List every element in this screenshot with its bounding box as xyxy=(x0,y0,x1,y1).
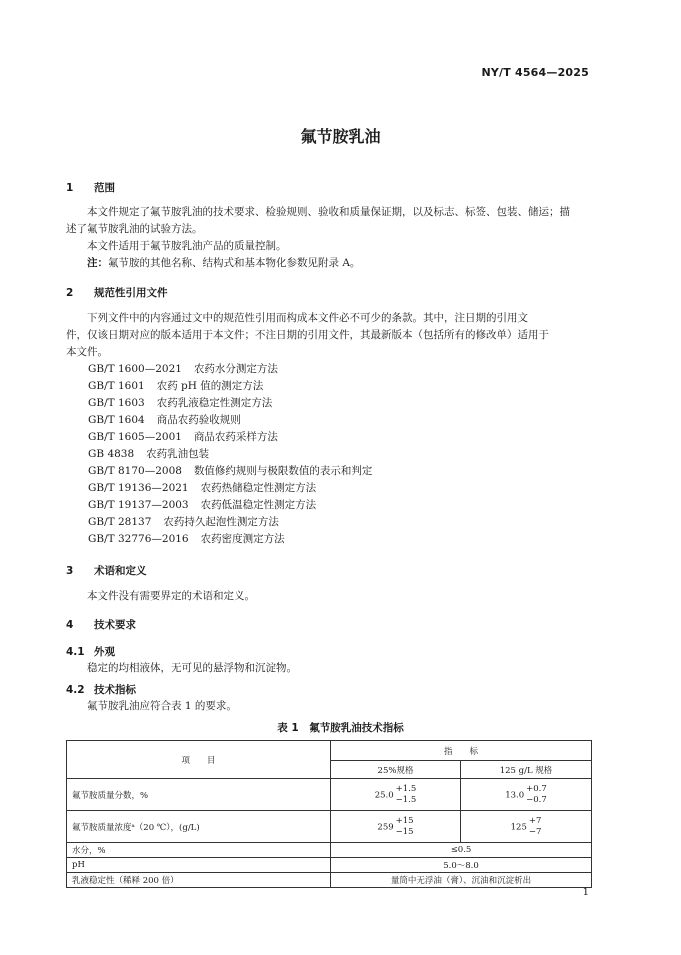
nominal-value: 259 xyxy=(377,822,394,832)
reference-name: 农药持久起泡性测定方法 xyxy=(163,516,279,528)
header-col-125gl: 125 g/L 规格 xyxy=(461,761,592,779)
reference-item xyxy=(88,446,209,463)
reference-name: 农药 pH 值的测定方法 xyxy=(156,380,264,392)
spec-table xyxy=(66,740,592,888)
subsection-title: 技术指标 xyxy=(94,684,136,696)
reference-item xyxy=(88,514,279,531)
table-row xyxy=(67,779,592,811)
section-3-heading xyxy=(66,563,147,578)
scope-note xyxy=(66,255,591,272)
reference-code: GB/T 1600—2021 xyxy=(88,363,182,375)
section-number: 1 xyxy=(66,182,74,194)
tolerance-up: +15 xyxy=(395,815,414,826)
section-number: 3 xyxy=(66,565,74,577)
reference-code: GB/T 1604 xyxy=(88,414,145,426)
tolerance-up: +0.7 xyxy=(526,783,547,794)
section-1-heading xyxy=(66,180,115,195)
standard-code: NY/T 4564—2025 xyxy=(481,66,589,79)
table-row xyxy=(67,811,592,843)
table-row xyxy=(67,873,592,888)
header-item: 项 目 xyxy=(67,741,331,779)
row-item: 氟节胺质量浓度ᵃ（20 ℃），(g/L) xyxy=(67,811,331,843)
refs-intro-line-2: 件，仅该日期对应的版本适用于本文件；不注日期的引用文件，其最新版本（包括所有的修改单）适用于 xyxy=(66,329,549,341)
note-text: 氟节胺的其他名称、结构式和基本物化参数见附录 A。 xyxy=(108,257,361,269)
reference-item xyxy=(88,378,263,395)
section-title: 规范性引用文件 xyxy=(94,287,168,299)
section-number: 2 xyxy=(66,287,74,299)
tolerance-down: −1.5 xyxy=(395,794,417,805)
reference-code: GB/T 1605—2001 xyxy=(88,431,182,443)
table-caption: 表 1 氟节胺乳油技术指标 xyxy=(277,722,404,734)
reference-item xyxy=(88,531,285,548)
row-value: 量筒中无浮油（膏）、沉油和沉淀析出 xyxy=(331,873,592,888)
subsection-number: 4.2 xyxy=(66,684,85,696)
section-title: 范围 xyxy=(94,182,115,194)
tolerance-up: +1.5 xyxy=(395,783,417,794)
tolerance-down: −15 xyxy=(395,826,414,837)
row-item: pH xyxy=(67,858,331,873)
reference-code: GB 4838 xyxy=(88,448,135,460)
subsection-4-2-heading xyxy=(66,682,136,697)
row-value: ≤0.5 xyxy=(331,843,592,858)
reference-code: GB/T 1603 xyxy=(88,397,145,409)
section-title: 术语和定义 xyxy=(94,565,147,577)
row-value xyxy=(331,811,461,843)
nominal-value: 125 xyxy=(510,822,527,832)
table-row xyxy=(67,843,592,858)
reference-name: 数值修约规则与极限数值的表示和判定 xyxy=(193,465,373,477)
reference-item xyxy=(88,429,278,446)
reference-item xyxy=(88,480,316,497)
row-value: 5.0～8.0 xyxy=(331,858,592,873)
reference-code: GB/T 1601 xyxy=(88,380,145,392)
subsection-4-1-heading xyxy=(66,644,115,659)
table-header-row xyxy=(67,741,592,761)
reference-item xyxy=(88,361,278,378)
nominal-value: 25.0 xyxy=(374,790,394,800)
row-item: 乳液稳定性（稀释 200 倍） xyxy=(67,873,331,888)
header-col-25pct: 25%规格 xyxy=(331,761,461,779)
scope-paragraph-2: 本文件适用于氟节胺乳油产品的质量控制。 xyxy=(87,240,287,252)
row-value xyxy=(331,779,461,811)
reference-code: GB/T 19136—2021 xyxy=(88,482,189,494)
reference-item xyxy=(88,395,272,412)
section-4-heading xyxy=(66,617,136,632)
reference-code: GB/T 19137—2003 xyxy=(88,499,189,511)
reference-code: GB/T 8170—2008 xyxy=(88,465,182,477)
tolerance-down: −7 xyxy=(528,826,542,837)
reference-name: 农药热储稳定性测定方法 xyxy=(200,482,317,494)
row-item: 水分，% xyxy=(67,843,331,858)
reference-name: 农药水分测定方法 xyxy=(193,363,278,375)
tolerance-up: +7 xyxy=(528,815,542,826)
reference-item xyxy=(88,497,316,514)
subsection-title: 外观 xyxy=(94,646,115,658)
tolerance-down: −0.7 xyxy=(526,794,547,805)
table-row xyxy=(67,858,592,873)
reference-code: GB/T 32776—2016 xyxy=(88,533,189,545)
reference-item xyxy=(88,463,372,480)
page-number: 1 xyxy=(582,887,589,898)
reference-name: 农药密度测定方法 xyxy=(200,533,285,545)
terms-paragraph: 本文件没有需要界定的术语和定义。 xyxy=(87,590,255,602)
scope-line-1: 本文件规定了氟节胺乳油的技术要求、检验规则、验收和质量保证期，以及标志、标签、包装、储运；描 xyxy=(87,206,570,218)
reference-name: 农药低温稳定性测定方法 xyxy=(200,499,317,511)
spec-intro-text: 氟节胺乳油应符合表 1 的要求。 xyxy=(87,700,237,712)
reference-item xyxy=(88,412,241,429)
nominal-value: 13.0 xyxy=(505,790,525,800)
refs-intro-line-1: 下列文件中的内容通过文中的规范性引用而构成本文件必不可少的条款。其中，注日期的引用文 xyxy=(87,312,528,324)
header-index: 指 标 xyxy=(331,741,592,761)
reference-name: 农药乳油包装 xyxy=(146,448,210,460)
reference-name: 农药乳液稳定性测定方法 xyxy=(156,397,273,409)
refs-intro-line-3: 本文件。 xyxy=(66,346,108,358)
row-item: 氟节胺质量分数，% xyxy=(67,779,331,811)
reference-code: GB/T 28137 xyxy=(88,516,152,528)
reference-name: 商品农药采样方法 xyxy=(193,431,278,443)
row-value xyxy=(461,811,592,843)
scope-line-2: 述了氟节胺乳油的试验方法。 xyxy=(66,223,203,235)
subsection-number: 4.1 xyxy=(66,646,85,658)
note-label: 注： xyxy=(87,257,108,269)
document-title: 氟节胺乳油 xyxy=(300,127,381,146)
section-2-heading xyxy=(66,285,168,300)
appearance-text: 稳定的均相液体，无可见的悬浮物和沉淀物。 xyxy=(87,662,297,674)
row-value xyxy=(461,779,592,811)
reference-name: 商品农药验收规则 xyxy=(156,414,241,426)
section-number: 4 xyxy=(66,619,74,631)
section-title: 技术要求 xyxy=(94,619,136,631)
